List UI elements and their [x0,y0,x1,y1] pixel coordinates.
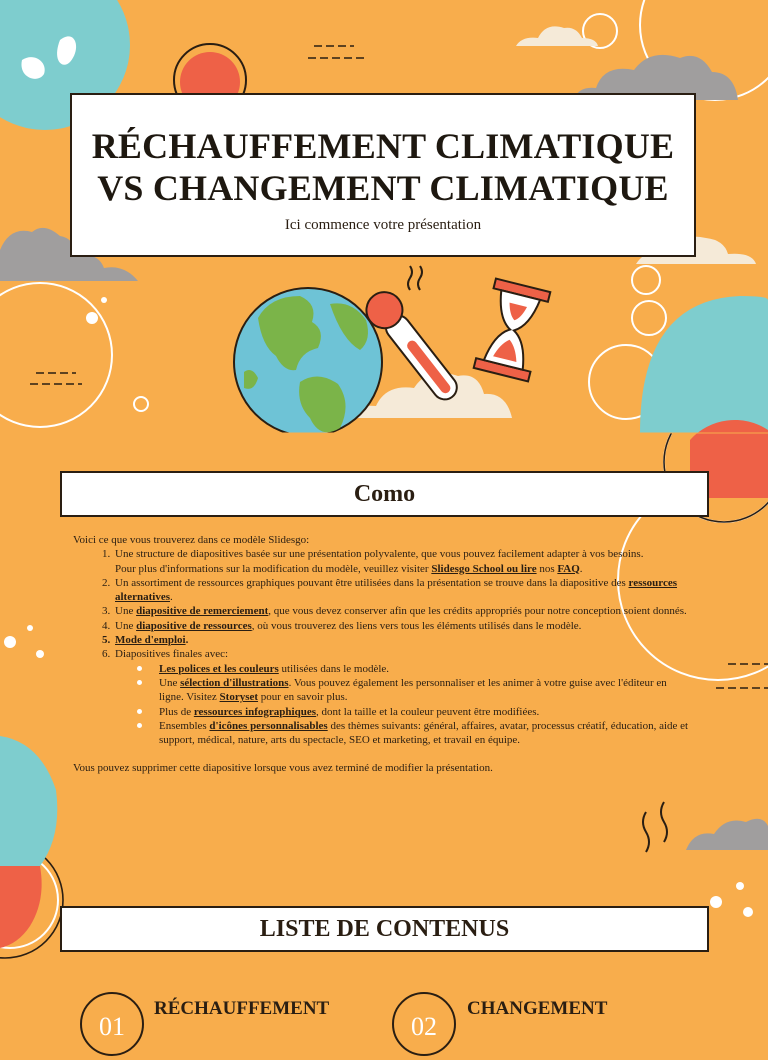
item-text: . [169,591,173,604]
slidesgo-school-link[interactable]: Slidesgo School ou lire [431,562,537,575]
contents-heading-box [60,906,709,952]
teal-shape-right [640,296,768,433]
storyset-link[interactable]: Storyset [219,691,259,704]
resources-slide-link[interactable]: diapositive de ressources [136,619,252,632]
sub-list-item [157,662,693,676]
item-text: Un assortiment de ressources graphiques pouvant être utilisées dans la présentation se trouve dans la diapositive des [115,576,629,589]
fonts-colors-link[interactable]: Les polices et les couleurs [159,662,279,675]
final-slides-list [115,662,693,748]
delete-note: Vous pouvez supprimer cette diapositive lorsque vous avez terminé de modifier la présentation. [73,762,493,775]
item-text: nos [536,562,558,575]
item-text: Une [115,619,137,632]
thanks-slide-link[interactable]: diapositive de remerciement [136,605,269,618]
list-item [113,619,693,633]
item-text: , où vous trouverez des liens vers tous les éléments utilisés dans le modèle. [251,619,582,632]
custom-icons-link[interactable]: d'icônes personnalisables [209,719,328,732]
intro-text: Voici ce que vous trouverez dans ce modèle Slidesgo: [73,534,310,546]
toc-number: 01 [80,992,144,1056]
squiggle-icon [643,802,667,852]
item-text: pour en savoir plus. [258,691,348,704]
item-text: , que vous devez conserver afin que les crédits appropriés pour notre conception soient donnés. [268,605,687,618]
list-item [113,633,693,647]
red-blob-left [0,866,42,948]
toc-number: 02 [392,992,456,1056]
item-text: , dont la taille et la couleur peuvent être modifiées. [315,705,540,718]
item-text: Plus de [159,705,194,718]
list-item [113,647,693,747]
faq-link[interactable]: FAQ [557,562,580,575]
item-text: . [185,634,189,647]
title-line-2: VS CHANGEMENT CLIMATIQUE [97,168,669,208]
infographic-resources-link[interactable]: ressources infographiques [193,705,316,718]
como-heading-box [60,471,709,517]
item-text: Une structure de diapositives basée sur une présentation polyvalente, que vous pouvez facilement adapter à vos besoins. [115,548,644,561]
toc-title: CHANGEMENT [467,998,608,1019]
sub-list-item [157,719,693,748]
sub-list-item [157,705,693,719]
item-text: des thèmes suivants: général, affaires, avatar, processus créatif, éducation, aide et support, médical, nature, arts du spectacle, SEO et marketing, et travail en équipe. [159,719,689,747]
item-text: Pour plus d'informations sur la modification du modèle, veuillez visiter [115,562,432,575]
item-text: . Vous pouvez également les personnaliser et les animer à votre guise avec l'éditeur en ligne. Visitez [159,676,667,704]
sub-list-item [157,676,693,705]
item-text: utilisées dans le modèle. [278,662,390,675]
list-item [113,604,693,618]
item-text: Une [159,676,181,689]
como-heading: Como [353,481,416,507]
earth-illustration [234,288,382,436]
list-item [113,576,693,605]
toc-title: RÉCHAUFFEMENT [154,998,330,1019]
instructions-list [73,547,693,747]
title-line-1: RÉCHAUFFEMENT CLIMATIQUE [91,126,675,166]
alternative-resources-link[interactable]: ressources alternatives [115,576,677,604]
instructions-link[interactable]: Mode d'emploi [115,634,186,647]
item-text: Ensembles [159,719,210,732]
contents-heading: LISTE DE CONTENUS [259,916,510,942]
title-box [70,93,696,257]
heat-waves-icon [408,266,422,290]
list-item [113,547,693,576]
item-text: Diapositives finales avec: [115,648,229,661]
page-title [72,95,694,209]
instructions-content [73,533,693,776]
hourglass-icon [474,279,551,382]
illustrations-link[interactable]: sélection d'illustrations [180,676,289,689]
teal-blob-left [0,736,57,866]
item-text: . [579,562,583,575]
item-text: Une [115,605,137,618]
subtitle: Ici commence votre présentation [284,217,482,233]
